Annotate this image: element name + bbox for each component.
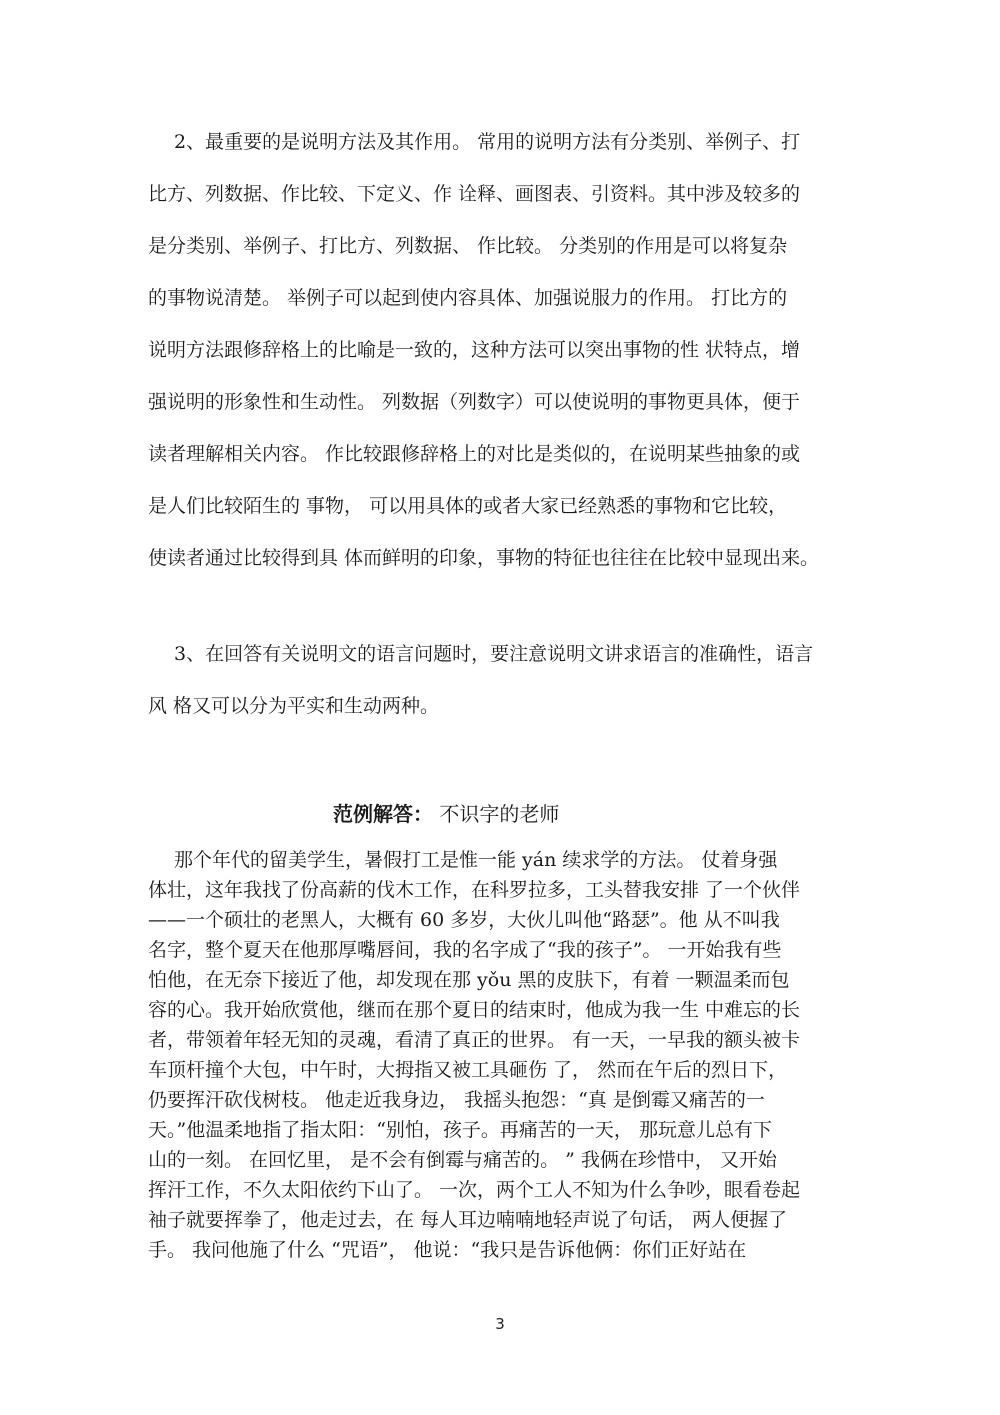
text-line: 手。 我问他施了什么 “咒语”， 他说：“我只是告诉他俩：你们正好站在 [148,1239,747,1261]
text-line: 车顶杆撞个大包，中午时，大拇指又被工具砸伤 了， 然而在午后的烈日下， [148,1059,788,1081]
example-label: 范例解答： [333,802,433,826]
text-line: 那个年代的留美学生，暑假打工是惟一能 yán 续求学的方法。 仗着身强 [174,849,778,871]
text-line: 3、在回答有关说明文的语言问题时，要注意说明文讲求语言的准确性，语言 [174,643,814,665]
text-line: 仍要挥汗砍伐树枝。 他走近我身边， 我摇头抱怨：“真 是倒霉又痛苦的一 [148,1089,765,1111]
example-heading [333,800,559,828]
text-line: 2、最重要的是说明方法及其作用。 常用的说明方法有分类别、举例子、打 [174,131,801,153]
text-line: 强说明的形象性和生动性。 列数据（列数字）可以使说明的事物更具体，便于 [148,391,801,413]
text-line: 是人们比较陌生的 事物， 可以用具体的或者大家已经熟悉的事物和它比较， [148,495,788,517]
text-line: 名字，整个夏天在他那厚嘴唇间，我的名字成了“我的孩子”。 一开始我有些 [148,939,782,961]
text-line: 容的心。我开始欣赏他，继而在那个夏日的结束时，他成为我一生 中难忘的长 [148,999,801,1021]
text-line: 的事物说清楚。 举例子可以起到使内容具体、加强说服力的作用。 打比方的 [148,287,788,309]
page-number: 3 [495,1315,505,1333]
example-title: 不识字的老师 [433,802,560,826]
text-line: 风 格又可以分为平实和生动两种。 [148,695,440,717]
text-line: 挥汗工作，不久太阳依约下山了。 一次，两个工人不知为什么争吵，眼看卷起 [148,1179,801,1201]
text-line: 体壮，这年我找了份高薪的伐木工作，在科罗拉多，工头替我安排 了一个伙伴 [148,879,801,901]
text-line: 说明方法跟修辞格上的比喻是一致的，这种方法可以突出事物的性 状特点，增 [148,339,801,361]
text-line: 袖子就要挥拳了，他走过去，在 每人耳边喃喃地轻声说了句话， 两人便握了 [148,1209,788,1231]
text-line: 使读者通过比较得到具 体而鲜明的印象，事物的特征也往往在比较中显现出来。 [148,547,820,569]
text-line: 是分类别、举例子、打比方、列数据、 作比较。 分类别的作用是可以将复杂 [148,235,788,257]
text-line: 山的一刻。 在回忆里， 是不会有倒霉与痛苦的。 ” 我俩在珍惜中， 又开始 [148,1149,777,1171]
text-line: 怕他，在无奈下接近了他，却发现在那 yǒu 黑的皮肤下，有着 一颗温柔而包 [148,969,790,991]
text-line: 读者理解相关内容。 作比较跟修辞格上的对比是类似的，在说明某些抽象的或 [148,443,801,465]
text-line: 者，带领着年轻无知的灵魂，看清了真正的世界。 有一天，一早我的额头被卡 [148,1029,801,1051]
text-line: ——一个硕壮的老黑人，大概有 60 多岁，大伙儿叫他“路瑟”。他 从不叫我 [148,909,780,931]
text-line: 比方、列数据、作比较、下定义、作 诠释、画图表、引资料。其中涉及较多的 [148,183,801,205]
text-line: 天。”他温柔地指了指太阳：“别怕，孩子。再痛苦的一天， 那玩意儿总有下 [148,1119,772,1141]
